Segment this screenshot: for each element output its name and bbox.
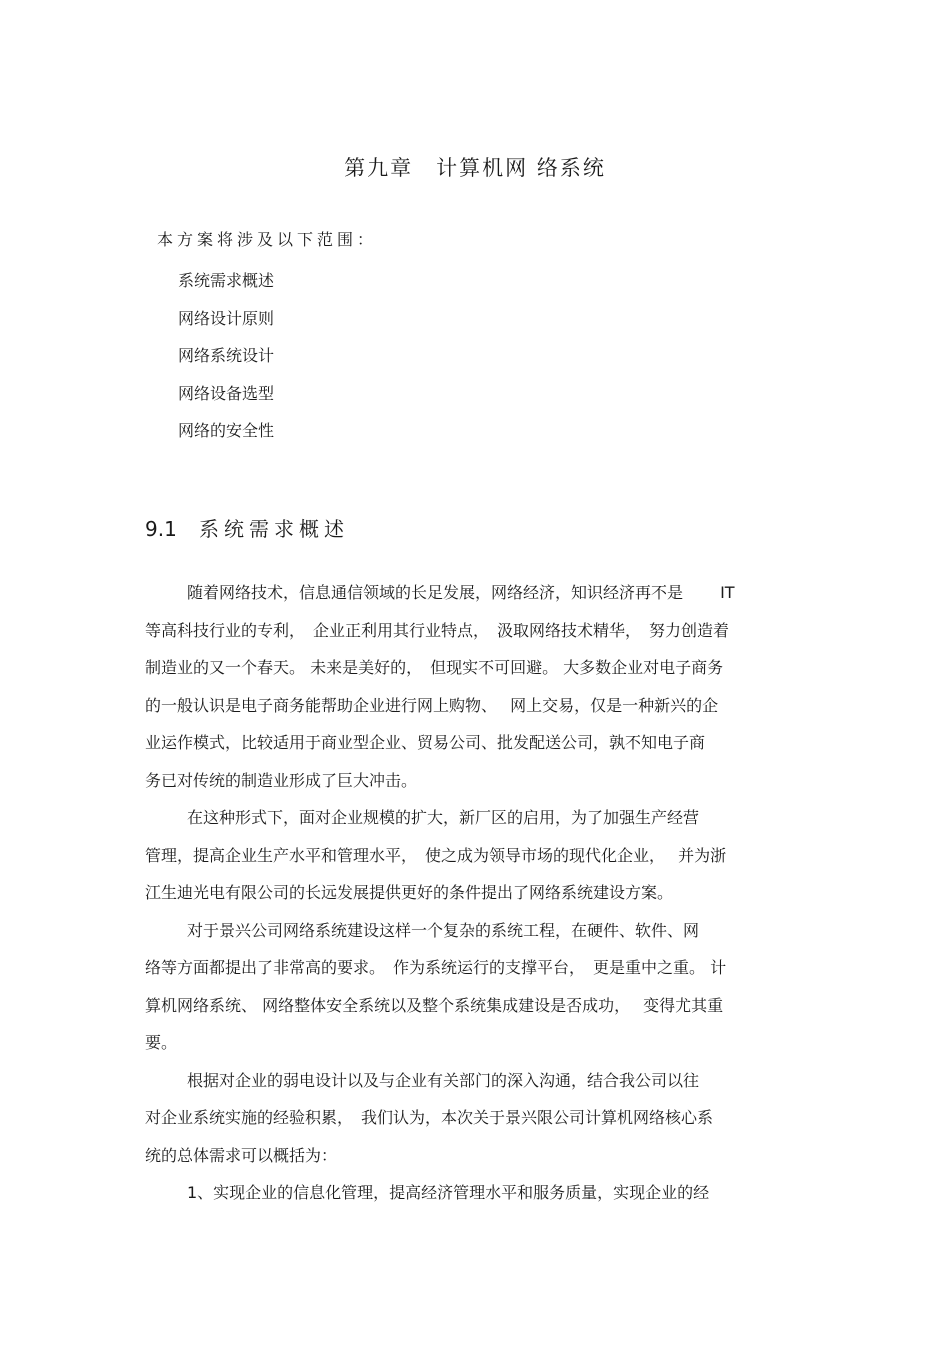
scope-item: 网络的安全性 xyxy=(178,421,275,440)
scope-item: 网络系统设计 xyxy=(178,346,275,365)
paragraph-line: 根据对企业的弱电设计以及与企业有关部门的深入沟通，结合我公司以往 xyxy=(187,1070,700,1090)
paragraph-line: 制造业的又一个春天。 未来是美好的， 但现实不可回避。 大多数企业对电子商务 xyxy=(145,658,724,677)
paragraph xyxy=(145,1174,805,1212)
scope-intro: 本方案将涉及以下范围： xyxy=(157,230,378,249)
paragraph-line: 在这种形式下，面对企业规模的扩大，新厂区的启用，为了加强生产经营 xyxy=(187,808,700,827)
paragraph-line: 1、实现企业的信息化管理，提高经济管理水平和服务质量，实现企业的经 xyxy=(187,1183,710,1202)
paragraph-line: 务已对传统的制造业形成了巨大冲击。 xyxy=(145,770,418,790)
paragraph-line: 要。 xyxy=(145,1033,178,1052)
paragraph-line: 对于景兴公司网络系统建设这样一个复杂的系统工程，在硬件、软件、网 xyxy=(187,920,700,940)
paragraph xyxy=(145,799,805,912)
paragraph-line: 江生迪光电有限公司的长远发展提供更好的条件提出了网络系统建设方案。 xyxy=(145,883,674,902)
paragraph-line: 管理，提高企业生产水平和管理水平， 使之成为领导市场的现代化企业， 并为浙 xyxy=(145,845,727,865)
paragraph-line: 的一般认识是电子商务能帮助企业进行网上购物、 网上交易，仅是一种新兴的企 xyxy=(145,695,719,715)
scope-list xyxy=(178,262,274,450)
paragraph-line: 统的总体需求可以概括为： xyxy=(145,1145,338,1165)
paragraph xyxy=(145,574,805,799)
paragraph-line: 业运作模式，比较适用于商业型企业、贸易公司、批发配送公司，孰不知电子商 xyxy=(145,733,706,752)
paragraph-line: 对企业系统实施的经验积累， 我们认为，本次关于景兴限公司计算机网络核心系 xyxy=(145,1108,714,1127)
paragraph-line: 络等方面都提出了非常高的要求。 作为系统运行的支撑平台， 更是重中之重。 计 xyxy=(145,958,727,977)
paragraph-line: 等高科技行业的专利， 企业正利用其行业特点， 汲取网络技术精华， 努力创造着 xyxy=(145,620,730,640)
section-title: 系统需求概述 xyxy=(199,517,349,541)
paragraph-line: 随着网络技术，信息通信领域的长足发展，网络经济，知识经济再不是 IT xyxy=(187,583,735,602)
paragraph-line: 算机网络系统、 网络整体安全系统以及整个系统集成建设是否成功， 变得尤其重 xyxy=(145,995,724,1015)
scope-item: 系统需求概述 xyxy=(178,271,275,290)
section-number: 9.1 xyxy=(145,517,177,541)
scope-item: 网络设计原则 xyxy=(178,308,275,328)
scope-item: 网络设备选型 xyxy=(178,383,275,403)
section-heading xyxy=(145,512,349,546)
chapter-title: 第九章 计算机网 络系统 xyxy=(344,156,606,180)
paragraph xyxy=(145,912,805,1062)
paragraph xyxy=(145,1062,805,1175)
